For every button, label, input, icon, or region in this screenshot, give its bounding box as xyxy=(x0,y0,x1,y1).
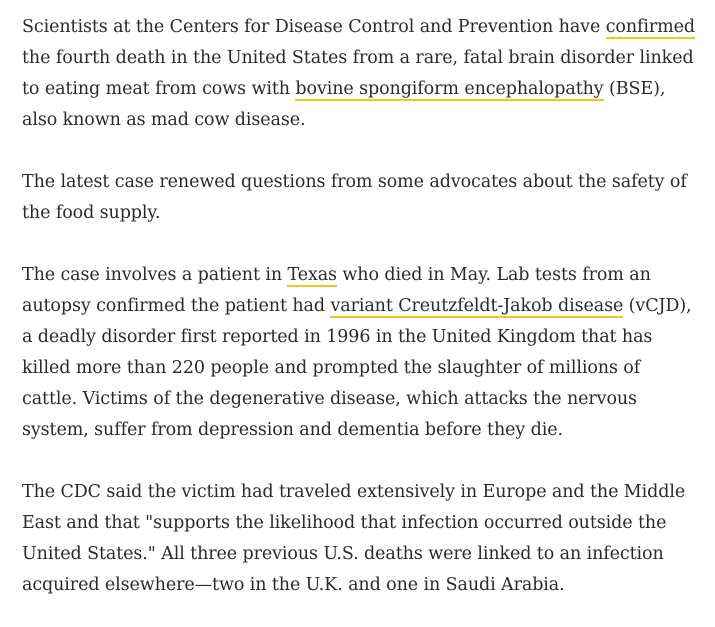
link-confirmed[interactable]: confirmed xyxy=(605,17,695,37)
paragraph-4 xyxy=(22,477,695,601)
link-texas[interactable]: Texas xyxy=(287,265,337,285)
paragraph-1-text-3: (BSE), also known as mad cow disease. xyxy=(22,79,666,130)
paragraph-3-text-1: The case involves a patient in xyxy=(22,265,288,285)
link-bse[interactable]: bovine spongiform encephalopathy xyxy=(295,79,604,99)
link-vcjd[interactable]: variant Creutzfeldt-Jakob disease xyxy=(330,296,624,316)
paragraph-4-text-1: The CDC said the victim had traveled extensively in Europe and the Middle East and that "supports the likelihood that infection occurred outside the United States." All three previous U.S. deaths were linked to an infection acquired elsewhere—two in the U.K. and one in Saudi Arabia. xyxy=(22,482,686,595)
paragraph-3-text-2: who died in May. Lab tests from an autopsy confirmed the patient had xyxy=(22,265,651,316)
paragraph-2-text-1: The latest case renewed questions from some advocates about the safety of the food supply. xyxy=(22,172,687,223)
paragraph-3-text-3: (vCJD), a deadly disorder first reported in 1996 in the United Kingdom that has killed more than 220 people and prompted the slaughter of millions of cattle. Victims of the degenerative disease, which attacks the nervous system, suffer from depression and dementia before they die. xyxy=(22,296,692,440)
paragraph-1-text-1: Scientists at the Centers for Disease Control and Prevention have xyxy=(22,17,606,37)
paragraph-1 xyxy=(22,12,695,136)
paragraph-3 xyxy=(22,260,695,446)
paragraph-2 xyxy=(22,167,695,229)
paragraph-1-text-2: the fourth death in the United States from a rare, fatal brain disorder linked to eating meat from cows with xyxy=(22,48,694,99)
